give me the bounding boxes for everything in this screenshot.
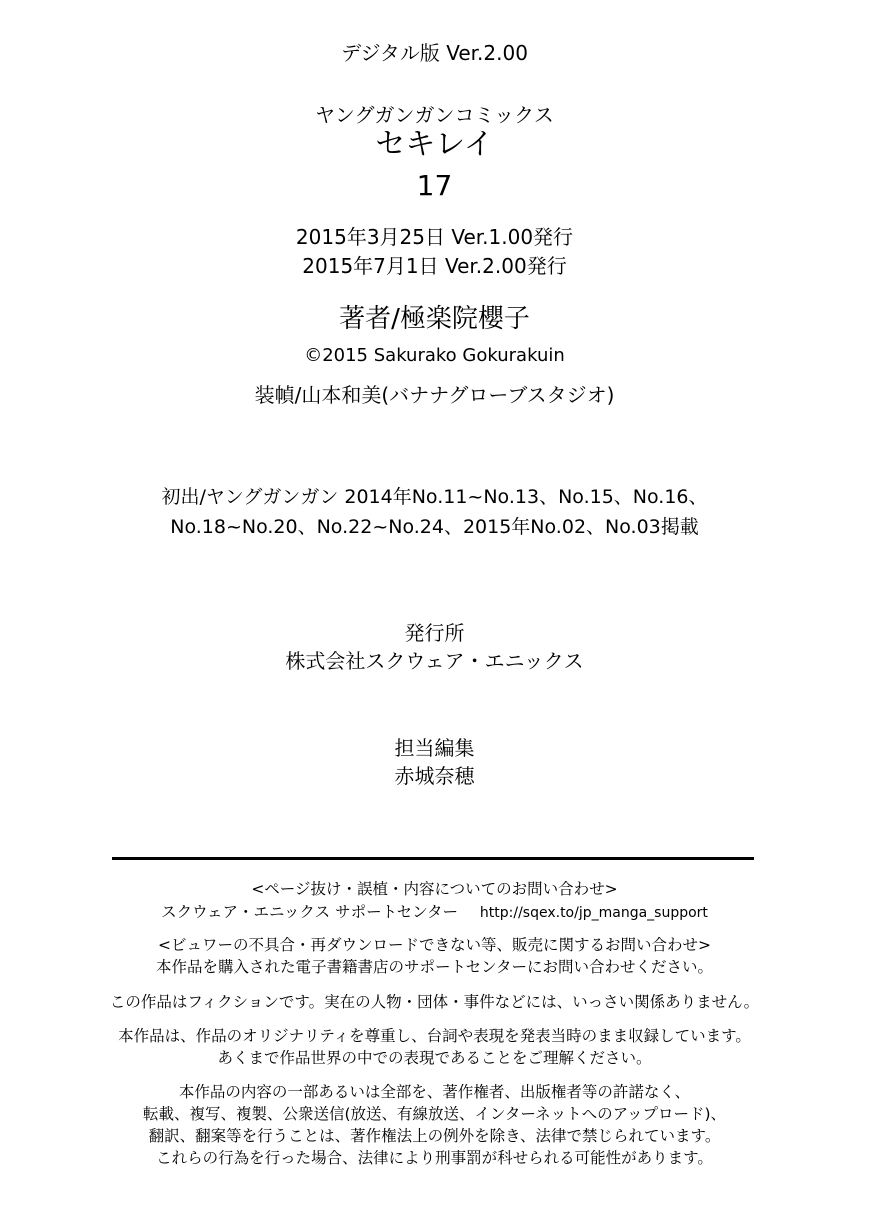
support-center-name: スクウェア・エニックス サポートセンター xyxy=(161,903,459,921)
viewer-heading: <ビュワーの不具合・再ダウンロードできない等、販売に関するお問い合わせ> xyxy=(158,936,711,954)
edition-version: デジタル版 Ver.2.00 xyxy=(341,41,528,65)
comics-label: ヤングガンガンコミックス xyxy=(315,103,554,127)
first-published-line-1: 初出/ヤングガンガン 2014年No.11~No.13、No.15、No.16、 xyxy=(161,486,708,508)
original-notice-2: あくまで作品世界の中での表現であることをご理解ください。 xyxy=(217,1049,652,1067)
copyright: ©2015 Sakurako Gokurakuin xyxy=(304,345,565,366)
publisher-label: 発行所 xyxy=(404,621,465,645)
editor-name: 赤城奈穂 xyxy=(394,764,475,788)
copyright-notice-2: 転載、複写、複製、公衆送信(放送、有線放送、インターネットへのアップロード)、 xyxy=(142,1105,727,1123)
volume-number: 17 xyxy=(416,169,453,202)
original-notice-1: 本作品は、作品のオリジナリティを尊重し、台詞や表現を発表当時のまま収録しています。 xyxy=(118,1027,751,1045)
book-title: セキレイ xyxy=(375,127,494,162)
copyright-notice-1: 本作品の内容の一部あるいは全部を、著作権者、出版権者等の許諾なく、 xyxy=(178,1083,691,1101)
inquiry-heading: <ページ抜け・誤植・内容についてのお問い合わせ> xyxy=(251,880,618,898)
first-published-line-2: No.18~No.20、No.22~No.24、2015年No.02、No.03掲載 xyxy=(170,516,699,538)
author: 著者/極楽院櫻子 xyxy=(339,304,530,334)
fiction-notice: この作品はフィクションです。実在の人物・団体・事件などには、いっさい関係ありません。 xyxy=(109,993,760,1011)
viewer-text: 本作品を購入された電子書籍書店のサポートセンターにお問い合わせください。 xyxy=(156,958,713,976)
book-design-credit: 装幀/山本和美(バナナグローブスタジオ) xyxy=(254,383,615,407)
support-url-link[interactable]: http://sqex.to/jp_manga_support xyxy=(479,905,708,921)
publish-date-2: 2015年7月1日 Ver.2.00発行 xyxy=(302,254,567,278)
publish-date-1: 2015年3月25日 Ver.1.00発行 xyxy=(295,225,574,249)
editor-label: 担当編集 xyxy=(394,736,475,760)
divider xyxy=(112,857,754,860)
inquiry-contact xyxy=(0,905,869,921)
copyright-notice-3: 翻訳、翻案等を行うことは、著作権法上の例外を除き、法律で禁じられています。 xyxy=(148,1127,721,1145)
publisher-name: 株式会社スクウェア・エニックス xyxy=(285,649,584,673)
copyright-notice-4: これらの行為を行った場合、法律により刑事罰が科せられる可能性があります。 xyxy=(156,1149,713,1167)
